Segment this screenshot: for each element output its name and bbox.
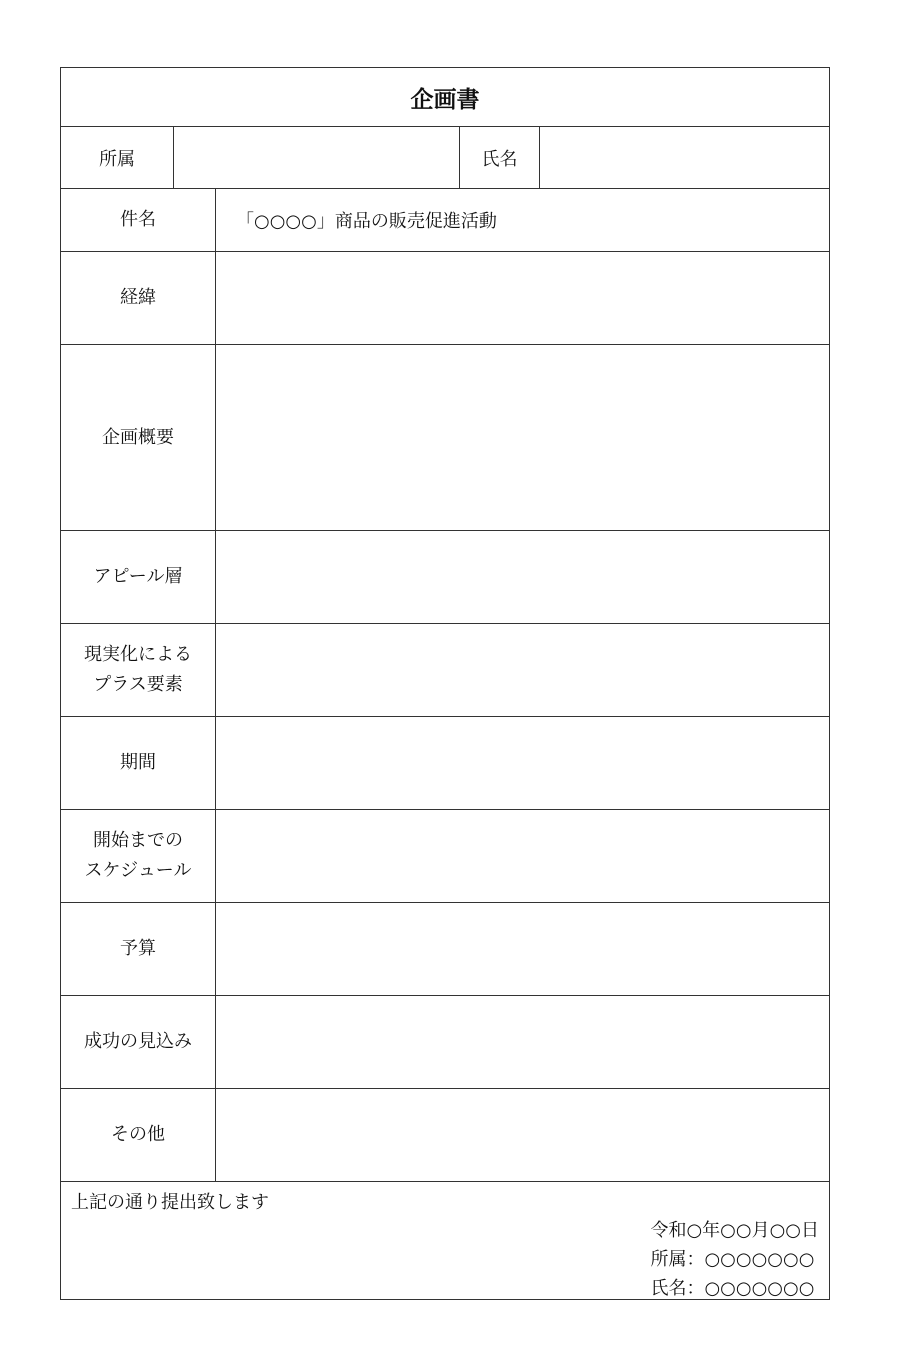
period-label: 期間 [120, 752, 156, 773]
budget-label: 予算 [120, 938, 156, 959]
name-field[interactable] [539, 127, 829, 188]
row-success-outlook [61, 996, 829, 1089]
row-background [61, 252, 829, 345]
row-benefits [61, 624, 829, 717]
benefits-field[interactable] [215, 624, 829, 716]
benefits-label: 現実化による プラス要素 [84, 644, 192, 695]
schedule-field[interactable] [215, 810, 829, 902]
subject-field[interactable]: 「○○○○」商品の販売促進活動 [215, 189, 829, 251]
submission-details [650, 1216, 819, 1303]
overview-label: 企画概要 [102, 426, 174, 448]
other-label: その他 [111, 1124, 165, 1145]
row-schedule [61, 810, 829, 903]
row-subject [61, 189, 829, 252]
target-audience-label: アピール層 [93, 566, 183, 587]
target-audience-field[interactable] [215, 531, 829, 623]
row-other [61, 1089, 829, 1182]
success-outlook-field[interactable] [215, 996, 829, 1088]
affiliation-field[interactable] [173, 127, 459, 188]
submission-date: 令和○年○○月○○日 [650, 1220, 819, 1241]
schedule-label: 開始までの スケジュール [84, 830, 192, 881]
row-budget [61, 903, 829, 996]
row-period [61, 717, 829, 810]
background-label: 経緯 [120, 287, 156, 308]
overview-field[interactable] [215, 345, 829, 530]
period-field[interactable] [215, 717, 829, 809]
proposal-form [60, 67, 830, 1300]
affiliation-label: 所属 [99, 148, 135, 170]
header-row [61, 127, 829, 189]
subject-label: 件名 [120, 209, 156, 230]
name-label: 氏名 [459, 127, 539, 188]
submission-name: 氏名：○○○○○○○ [650, 1278, 815, 1299]
submission-affiliation: 所属：○○○○○○○ [650, 1249, 815, 1270]
row-overview [61, 345, 829, 531]
submission-note: 上記の通り提出致します [71, 1192, 269, 1213]
background-field[interactable] [215, 252, 829, 344]
row-target-audience [61, 531, 829, 624]
submission-footer [61, 1182, 829, 1300]
budget-field[interactable] [215, 903, 829, 995]
document-title: 企画書 [61, 68, 829, 127]
success-outlook-label: 成功の見込み [84, 1031, 192, 1052]
other-field[interactable] [215, 1089, 829, 1181]
